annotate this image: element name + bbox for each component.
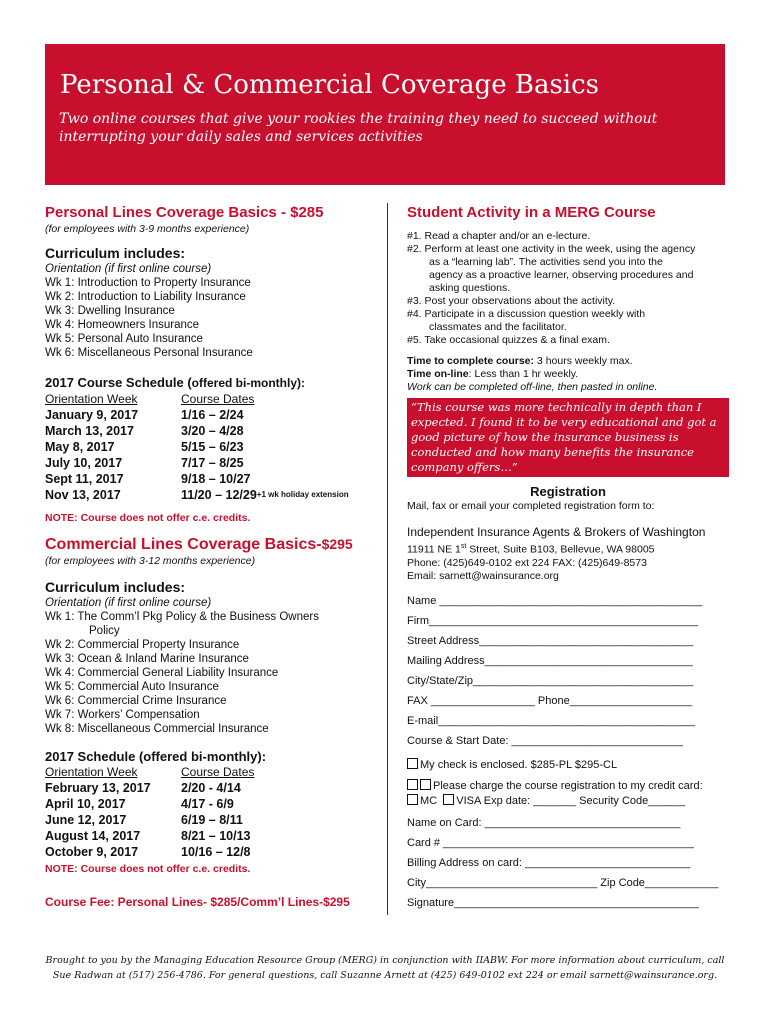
activity-item: #1. Read a chapter and/or an e-lecture. [407,230,591,242]
holiday-extension-note: +1 wk holiday extension [256,490,349,499]
visa-checkbox-icon[interactable] [443,794,454,805]
commercial-curriculum [45,596,385,736]
activity-item: #3. Post your observations about the activity. [407,295,616,307]
curriculum-item: Orientation (if first online course) [45,597,212,609]
registration-email: Email: sarnett@wainsurance.org [407,569,559,582]
activity-item: asking questions. [429,282,511,294]
registration-heading: Registration [530,484,606,499]
curriculum-item: Wk 1: The Comm’l Pkg Policy & the Business Owners [45,611,319,623]
personal-heading: Personal Lines Coverage Basics - $285 [45,204,324,221]
curriculum-item: Wk 1: Introduction to Property Insurance [45,277,251,289]
commercial-heading: Commercial Lines Coverage Basics-$295 [45,536,353,553]
schedule-header-row: Orientation Week Course Dates [45,392,255,406]
curriculum-item: Wk 5: Personal Auto Insurance [45,333,203,345]
schedule-row: Sept 11, 2017 9/18 – 10/27 [45,472,251,486]
check-enclosed-option[interactable]: My check is enclosed. $285-PL $295-CL [407,755,729,775]
activity-item: #2. Perform at least one activity in the week, using the agency [407,243,696,255]
curriculum-item: Policy [89,625,120,637]
activity-list [407,230,729,347]
registration-form [407,591,729,913]
curriculum-item: Wk 6: Miscellaneous Personal Insurance [45,347,253,359]
exp-security-field[interactable]: Exp date: _______ Security Code______ [480,794,685,807]
time-to-complete: Time to complete course: 3 hours weekly max. [407,355,633,367]
footer-note: Brought to you by the Managing Education Resource Group (MERG) in conjunction with IIABW. For more information about curriculum, call Sue Radwan at (517) 256-4786. For general questions, call Suzanne Arnett at (425) 649-0102 ext 224 or email sarnett@wainsurance.org. [45,955,725,981]
checkbox-icon[interactable] [407,779,418,790]
registration-phone: Phone: (425)649-0102 ext 224 FAX: (425)649-8573 [407,556,647,569]
schedule-row: Nov 13, 2017 11/20 – 12/29 +1 wk holiday extension [45,488,349,502]
activity-item: classmates and the facilitator. [429,321,567,333]
card-type-row: MC VISA Exp date: _______ Security Code______ [407,794,729,809]
curriculum-item: Orientation (if first online course) [45,263,212,275]
commercial-ce-note: NOTE: Course does not offer c.e. credits. [45,863,251,875]
page-title: Personal & Commercial Coverage Basics [60,70,600,100]
schedule-row: July 10, 2017 7/17 – 8/25 [45,456,244,470]
schedule-row: June 12, 2017 6/19 – 8/11 [45,813,243,827]
curriculum-item: Wk 6: Commercial Crime Insurance [45,695,227,707]
name-on-card-field[interactable]: Name on Card: ________________________________ [407,816,681,829]
schedule-row: October 9, 2017 10/16 – 12/8 [45,845,251,859]
activity-heading: Student Activity in a MERG Course [407,204,656,221]
course-fee: Course Fee: Personal Lines- $285/Comm’l Lines-$295 [45,895,350,909]
left-column [45,203,385,910]
curriculum-item: Wk 3: Dwelling Insurance [45,305,175,317]
testimonial-quote: “This course was more technically in depth than I expected. I found it to be very educational and got a good picture of how the insurance business is conducted and how many benefits the insurance company offers…” [407,398,729,477]
billing-address-field[interactable]: Billing Address on card: ___________________________ [407,856,691,869]
name-field[interactable]: Name ___________________________________________ [407,594,703,607]
curriculum-item: Wk 7: Workers’ Compensation [45,709,200,721]
schedule-row: August 14, 2017 8/21 – 10/13 [45,829,251,843]
curriculum-item: Wk 8: Miscellaneous Commercial Insurance [45,723,269,735]
email-field[interactable]: E-mail__________________________________________ [407,714,696,727]
schedule-header-row: Orientation Week Course Dates [45,765,255,779]
registration-org: Independent Insurance Agents & Brokers of Washington [407,525,706,539]
commercial-schedule-heading: 2017 Schedule (offered bi-monthly): [45,749,267,764]
street-address-field[interactable]: Street Address___________________________________ [407,634,694,647]
curriculum-item: Wk 2: Commercial Property Insurance [45,639,240,651]
curriculum-item: Wk 2: Introduction to Liability Insurance [45,291,246,303]
fax-phone-field[interactable]: FAX _________________ Phone____________________ [407,694,693,707]
curriculum-item: Wk 4: Homeowners Insurance [45,319,200,331]
column-divider [387,203,388,915]
curriculum-item: Wk 4: Commercial General Liability Insurance [45,667,279,679]
commercial-curriculum-heading: Curriculum includes: [45,579,186,595]
personal-ce-note: NOTE: Course does not offer c.e. credits. [45,512,251,524]
right-column [407,203,729,913]
checkbox-icon[interactable] [407,758,418,769]
curriculum-item: Wk 3: Ocean & Inland Marine Insurance [45,653,249,665]
city-state-zip-field[interactable]: City/State/Zip____________________________________ [407,674,694,687]
schedule-row: April 10, 2017 4/17 - 6/9 [45,797,234,811]
curriculum-item: Wk 5: Commercial Auto Insurance [45,681,219,693]
registration-address: 11911 NE 1st Street, Suite B103, Bellevue, WA 98005 [407,543,655,556]
schedule-row: January 9, 2017 1/16 – 2/24 [45,408,244,422]
offline-note: Work can be completed off-line, then pasted in online. [407,381,658,393]
credit-card-option[interactable]: Please charge the course registration to my credit card: [407,779,729,794]
mc-checkbox-icon[interactable] [407,794,418,805]
registration-instructions: Mail, fax or email your completed registration form to: [407,500,655,512]
commercial-audience: (for employees with 3-12 months experience) [45,555,256,567]
signature-field[interactable]: Signature________________________________________ [407,896,699,909]
card-number-field[interactable]: Card # _________________________________________ [407,836,694,849]
personal-schedule-table [45,392,385,503]
personal-curriculum [45,262,385,360]
city-zip-field[interactable]: City____________________________ Zip Code____________ [407,876,719,889]
activity-item: agency as a proactive learner, observing procedures and [429,269,694,281]
schedule-row: March 13, 2017 3/20 – 4/28 [45,424,244,438]
personal-curriculum-heading: Curriculum includes: [45,245,186,261]
personal-schedule-heading: 2017 Course Schedule (offered bi-monthly): [45,375,305,390]
commercial-schedule-table [45,765,385,860]
schedule-row: May 8, 2017 5/15 – 6/23 [45,440,244,454]
activity-item: #4. Participate in a discussion question weekly with [407,308,646,320]
personal-audience: (for employees with 3-9 months experience) [45,223,250,235]
header-banner [45,44,725,185]
activity-item: #5. Take occasional quizzes & a final exam. [407,334,610,346]
activity-item: as a “learning lab”. The activities send you into the [429,256,663,268]
mailing-address-field[interactable]: Mailing Address__________________________________ [407,654,693,667]
course-start-date-field[interactable]: Course & Start Date: ____________________________ [407,734,683,747]
firm-field[interactable]: Firm____________________________________________ [407,614,699,627]
checkbox-icon[interactable] [420,779,431,790]
schedule-row: February 13, 2017 2/20 - 4/14 [45,781,241,795]
time-online: Time on-line: Less than 1 hr weekly. [407,368,579,380]
page-subtitle: Two online courses that give your rookies the training they need to succeed without interrupting your daily sales and services activities [59,111,658,145]
